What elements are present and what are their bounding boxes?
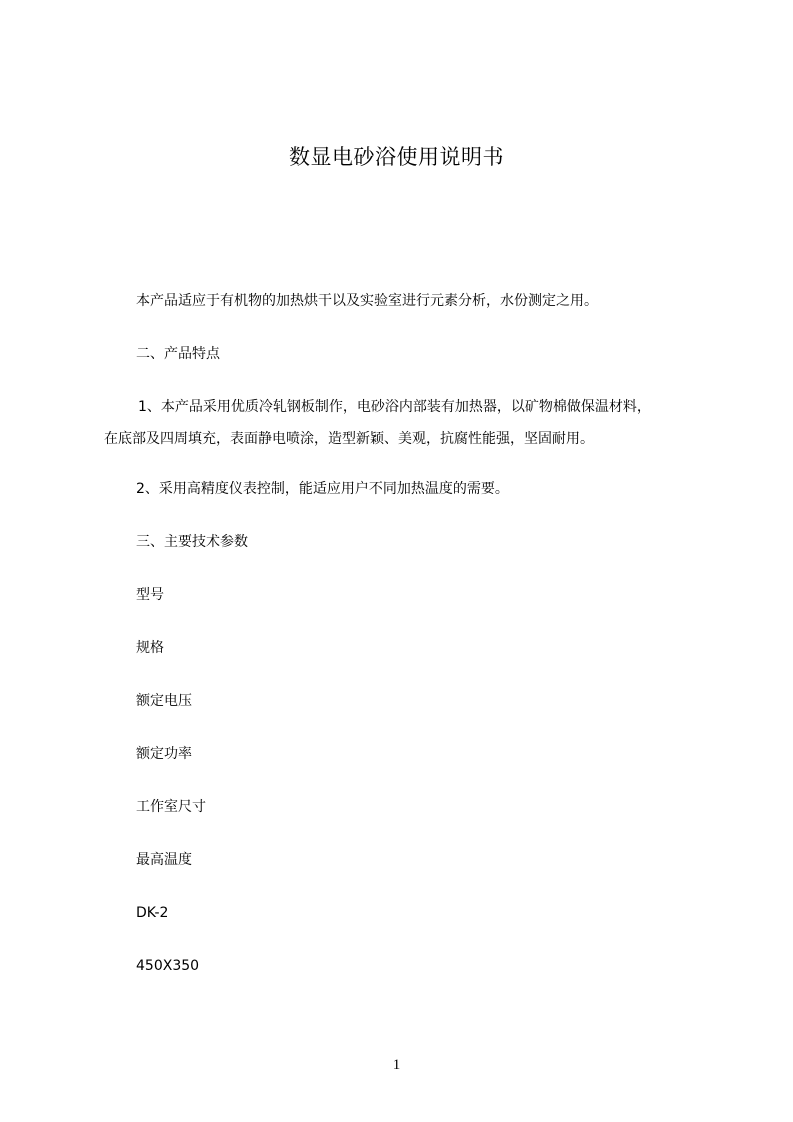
param-label-max-temperature: 最高温度 — [136, 852, 192, 868]
section-heading-features: 二、产品特点 — [136, 346, 220, 362]
param-value-spec: 450X350 — [136, 958, 200, 974]
feature-paragraph-1 — [104, 397, 724, 449]
param-label-voltage: 额定电压 — [136, 693, 192, 709]
page-number: 1 — [392, 1057, 401, 1073]
param-label-power: 额定功率 — [136, 746, 192, 762]
feature-paragraph-2: 2、采用高精度仪表控制，能适应用户不同加热温度的需要。 — [136, 481, 509, 497]
param-label-chamber-size: 工作室尺寸 — [136, 799, 206, 815]
section-heading-params: 三、主要技术参数 — [136, 534, 248, 550]
feature-1-line-1: 1、本产品采用优质冷轧钢板制作，电砂浴内部装有加热器，以矿物棉做保温材料， — [138, 399, 651, 415]
param-label-spec: 规格 — [136, 640, 164, 656]
param-label-model: 型号 — [136, 587, 164, 603]
document-title: 数显电砂浴使用说明书 — [289, 145, 504, 169]
param-value-model: DK-2 — [136, 905, 169, 921]
feature-1-line-2: 在底部及四周填充，表面静电喷涂，造型新颖、美观，抗腐性能强，坚固耐用。 — [104, 431, 594, 447]
intro-paragraph: 本产品适应于有机物的加热烘干以及实验室进行元素分析，水份测定之用。 — [136, 293, 598, 309]
